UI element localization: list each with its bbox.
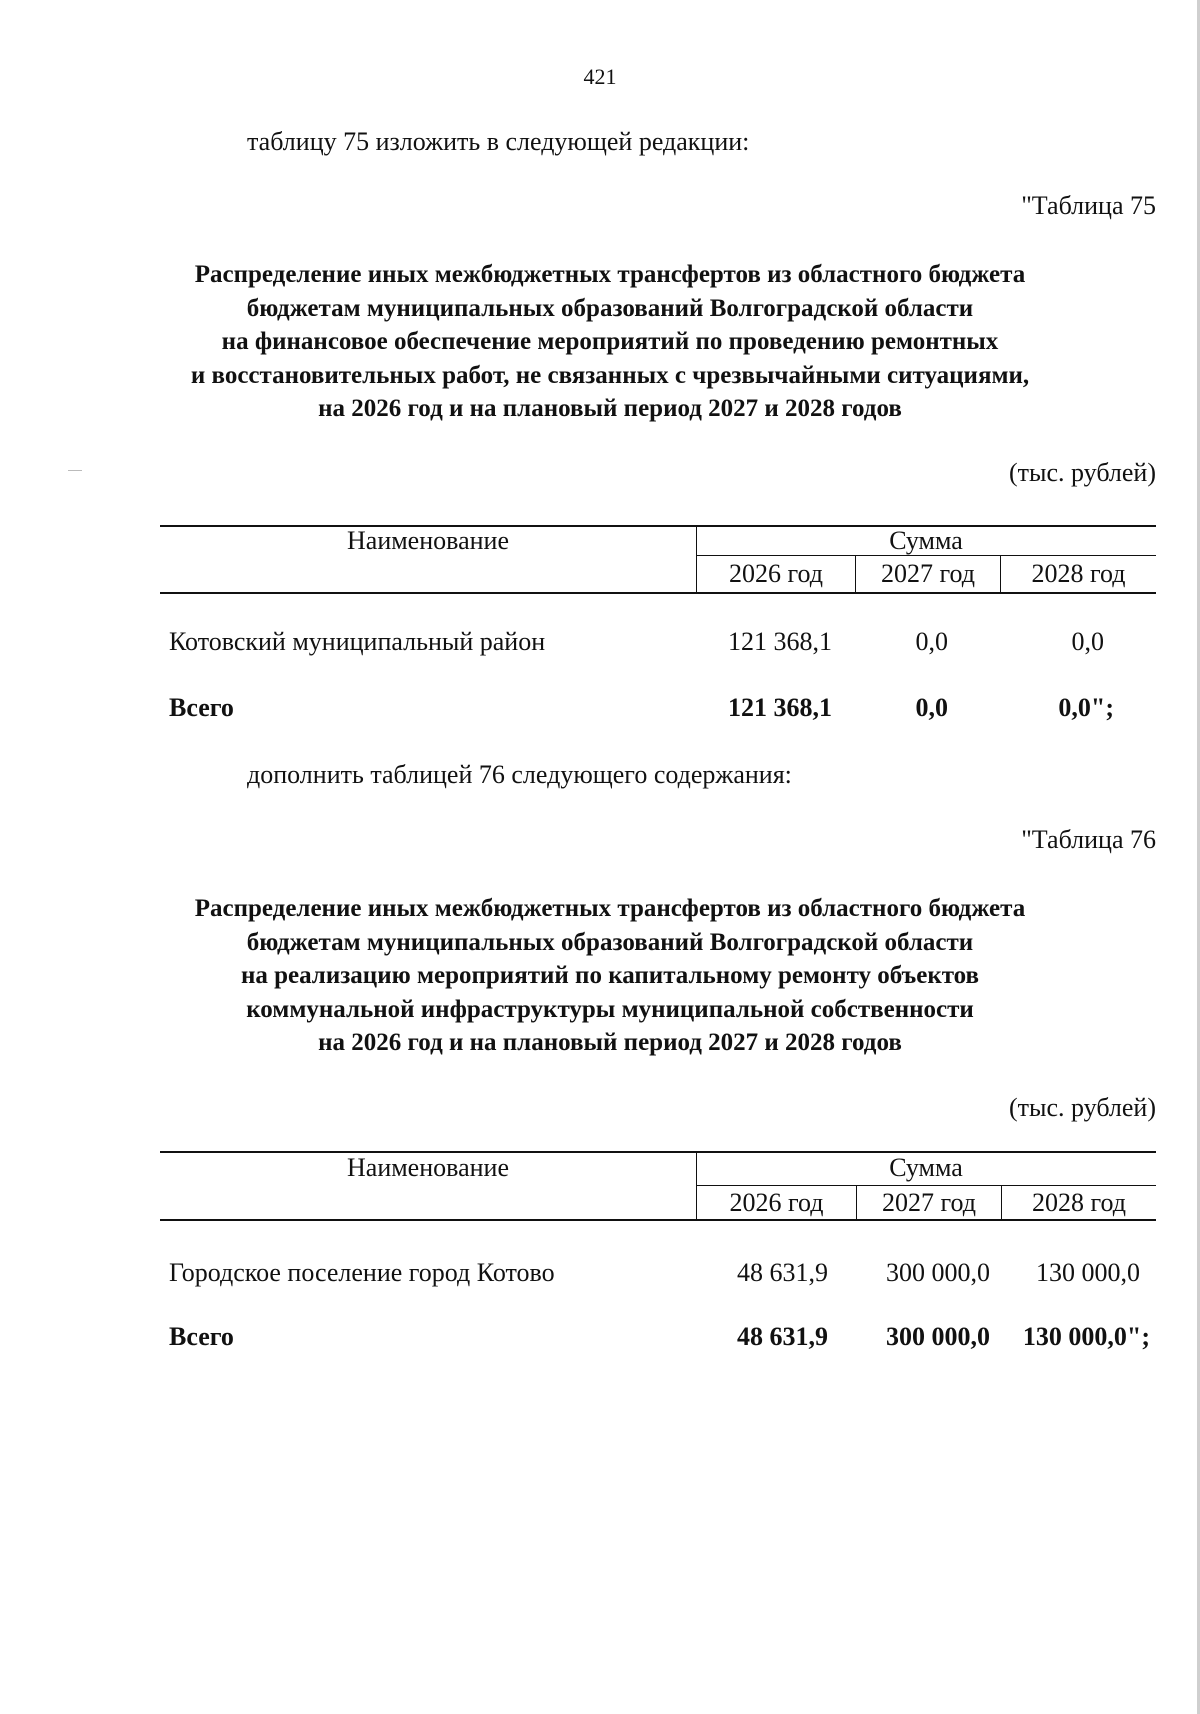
title-line: бюджетам муниципальных образований Волгоградской области: [246, 928, 974, 956]
table-76-row-value-2028: 130 000,0: [1036, 1258, 1140, 1287]
table-76-header-year-2026: 2026 год: [729, 1188, 824, 1217]
title-line: Распределение иных межбюджетных трансфертов из областного бюджета: [194, 261, 1026, 288]
table-75-total-2026: 121 368,1: [728, 693, 832, 722]
table-76-row-value-2027: 300 000,0: [886, 1258, 990, 1287]
title-line: на 2026 год и на плановый период 2027 и 2028 годов: [318, 395, 902, 422]
table-76-caption: "Таблица 76: [1021, 825, 1156, 854]
table-75-row-value-2026: 121 368,1: [728, 627, 832, 656]
table-75-row-value-2028: 0,0: [1071, 627, 1104, 656]
title-line: бюджетам муниципальных образований Волгоградской области: [246, 294, 974, 322]
title-line: и восстановительных работ, не связанных с чрезвычайными ситуациями,: [190, 361, 1030, 389]
table-75-header-year-2028: 2028 год: [1031, 559, 1126, 588]
title-line: коммунальной инфраструктуры муниципальной собственности: [246, 995, 974, 1023]
title-line: на реализацию мероприятий по капитальному ремонту объектов: [240, 962, 980, 989]
intro-paragraph-table-75: таблицу 75 изложить в следующей редакции:: [247, 127, 750, 156]
table-76-row-name: Городское поселение город Котово: [169, 1258, 555, 1287]
table-75-header-name: Наименование: [347, 526, 509, 555]
title-line: Распределение иных межбюджетных трансфертов из областного бюджета: [194, 895, 1026, 922]
table-76-total-label: Всего: [169, 1322, 234, 1351]
table-76-row-value-2026: 48 631,9: [737, 1258, 828, 1287]
table-75-units: (тыс. рублей): [1008, 458, 1156, 487]
table-76-header-sum: Сумма: [889, 1153, 963, 1182]
table-75-row-value-2027: 0,0: [915, 627, 948, 656]
intro-paragraph-table-76: дополнить таблицей 76 следующего содержания:: [247, 760, 792, 789]
table-76-units: (тыс. рублей): [1008, 1093, 1156, 1122]
table-75-title: [140, 258, 1080, 426]
table-75-row-name: Котовский муниципальный район: [169, 627, 546, 656]
page-number: 421: [583, 64, 617, 89]
table-75-total-2028: 0,0";: [1058, 693, 1114, 722]
table-76-header-year-2027: 2027 год: [882, 1188, 976, 1217]
table-76-total-2028: 130 000,0";: [1022, 1322, 1150, 1351]
table-75-caption: "Таблица 75: [1021, 191, 1156, 220]
table-76-total-2027: 300 000,0: [886, 1322, 990, 1351]
table-76-header-year-2028: 2028 год: [1032, 1188, 1126, 1217]
table-76-title: [140, 892, 1080, 1060]
table-76-header-name: Наименование: [347, 1153, 509, 1182]
table-75-header-year-2026: 2026 год: [729, 559, 823, 588]
table-75-header-bottom-rule: [160, 592, 1156, 594]
table-75-total-2027: 0,0: [915, 693, 948, 722]
scan-artifact: [68, 470, 82, 471]
title-line: на 2026 год и на плановый период 2027 и 2028 годов: [318, 1029, 902, 1056]
table-75-header-year-2027: 2027 год: [881, 559, 975, 588]
table-76-header-bottom-rule: [160, 1219, 1156, 1221]
table-75-total-label: Всего: [169, 693, 234, 722]
table-76-sum-rule: [696, 1185, 1156, 1186]
table-75-header-sum: Сумма: [889, 526, 963, 555]
table-76-total-2026: 48 631,9: [737, 1322, 828, 1351]
title-line: на финансовое обеспечение мероприятий по проведению ремонтных: [221, 328, 999, 355]
